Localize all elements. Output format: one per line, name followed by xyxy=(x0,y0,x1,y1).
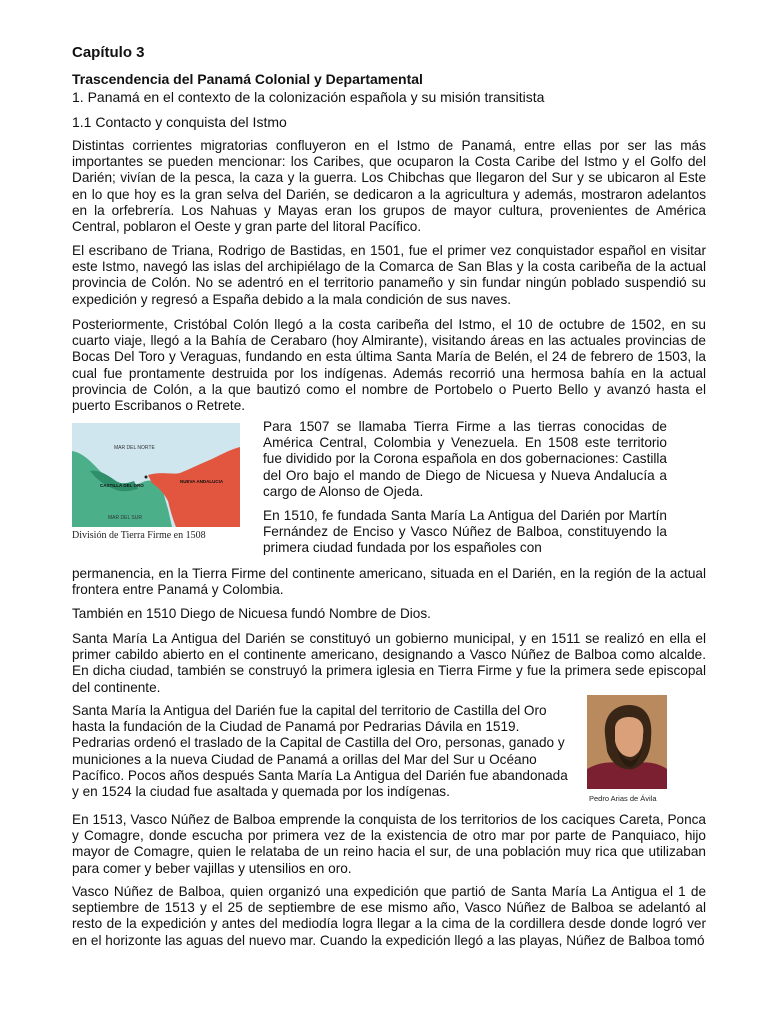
paragraph-tierra-firme: Para 1507 se llamaba Tierra Firme a las tierras conocidas de América Central, Colombia y Venezuela. En 1508 este territorio fue dividido por la Corona española en dos gobernaciones: Castilla del Oro bajo el mando de Diego de Nicuesa y Nueva Andalucía a cargo de Alonso de Ojeda. xyxy=(263,419,667,499)
portrait-icon xyxy=(587,695,667,789)
paragraph-santa-maria-founding: En 1510, fe fundada Santa María La Antigua del Darién por Martín Fernández de Enciso y Vasco Núñez de Balboa, constituyendo la primera ciudad fundada por los españoles con xyxy=(263,508,667,556)
tierra-firme-map xyxy=(72,423,240,527)
section-title: Trascendencia del Panamá Colonial y Departamental xyxy=(72,71,423,87)
paragraph-bastidas: El escribano de Triana, Rodrigo de Bastidas, en 1501, fue el primer vez conquistador español en visitar este Istmo, navegó las islas del archipiélago de la Comarca de San Blas y la costa caribeña de la actual provincia de Colón. No se adentró en el territorio panameño y sin fundar ningún poblado suspendió su expedición y regresó a España debido a la mala condición de sus naves. xyxy=(72,243,706,307)
label-andalucia: NUEVA ANDALUCIA xyxy=(180,479,224,484)
subheading-colonization: 1. Panamá en el contexto de la colonización española y su misión transitista xyxy=(72,89,545,105)
map-caption: División de Tierra Firme en 1508 xyxy=(72,530,206,541)
subheading-contact: 1.1 Contacto y conquista del Istmo xyxy=(72,114,287,130)
paragraph-migrations: Distintas corrientes migratorias confluyeron en el Istmo de Panamá, entre ellas por ser las más importantes se pueden mencionar: los Caribes, que ocuparon la Costa Caribe del Istmo y el Golfo del Darién; vivían de la pesca, la caza y la guerra. Los Chibchas que llegaron del Sur y se ubicaron al Este en lo que hoy es la gran selva del Darién, se dedicaron a la agricultura y además, mostraron adelantos en la orfebrería. Los Nahuas y Mayas eran los grupos de mayor cultura, provenientes de América Central, poblaron el Oeste y gran parte del litoral Pacífico. xyxy=(72,138,706,235)
map-marker xyxy=(145,476,148,479)
paragraph-balboa-conquest: En 1513, Vasco Núñez de Balboa emprende la conquista de los territorios de los caciques Careta, Ponca y Comagre, donde escucha por primera vez de la existencia de otro mar por parte de Panquiaco, hijo mayor de Comagre, quien le relataba de un reino hacia el sur, de una población muy rica que utilizaban para comer y beber vajillas y utensilios en oro. xyxy=(72,812,706,876)
paragraph-capital: Santa María la Antigua del Darién fue la capital del territorio de Castilla del Oro hasta la fundación de la Ciudad de Panamá por Pedrarias Dávila en 1519. Pedrarias ordenó el traslado de la Capital de Castilla del Oro, personas, ganado y municiones a la nueva Ciudad de Panamá a orillas del Mar del Sur u Océano Pacífico. Pocos años después Santa María La Antigua del Darién fue abandonada y en 1524 la ciudad fue asaltada y quemada por los indígenas. xyxy=(72,703,568,800)
paragraph-cabildo: Santa María La Antigua del Darién se constituyó un gobierno municipal, y en 1511 se realizó en ella el primer cabildo abierto en el continente americano, designando a Vasco Núñez de Balboa como alcalde. En dicha ciudad, también se construyó la primera iglesia en Tierra Firme y fue la primera sede episcopal del continente. xyxy=(72,631,706,695)
label-castilla: CASTILLA DEL ORO xyxy=(100,483,144,488)
portrait-caption: Pedro Arias de Ávila xyxy=(589,794,657,803)
chapter-heading: Capítulo 3 xyxy=(72,44,145,61)
label-south-sea: MAR DEL SUR xyxy=(108,515,142,521)
paragraph-colon: Posteriormente, Cristóbal Colón llegó a la costa caribeña del Istmo, el 10 de octubre de 1502, en su cuarto viaje, llegó a la Bahía de Cerabaro (hoy Almirante), visitando áreas en las actuales provincias de Bocas Del Toro y Veraguas, fundando en esta última Santa María de Belén, el 24 de febrero de 1503, la cual fue prontamente destruida por los indígenas. Además recorrió una hermosa bahía en la actual provincia de Colón, a la que bautizó como el nombre de Portobelo o Puerto Bello y avanzó hasta el puerto Escribanos o Retrete. xyxy=(72,317,706,414)
paragraph-permanencia: permanencia, en la Tierra Firme del continente americano, situada en el Darién, en la región de la actual frontera entre Panamá y Colombia. xyxy=(72,566,706,598)
paragraph-nombre-de-dios: También en 1510 Diego de Nicuesa fundó Nombre de Dios. xyxy=(72,606,431,621)
label-north-sea: MAR DEL NORTE xyxy=(114,445,155,451)
paragraph-balboa-expedition: Vasco Núñez de Balboa, quien organizó una expedición que partió de Santa María La Antigua el 1 de septiembre de 1513 y el 25 de septiembre de ese mismo año, Vasco Núñez de Balboa se adelantó al resto de la expedición y antes del mediodía logra llegar a la cima de la cordillera desde donde logró ver en el horizonte las aguas del nuevo mar. Cuando la expedición llegó a las playas, Núñez de Balboa tomó xyxy=(72,884,706,948)
